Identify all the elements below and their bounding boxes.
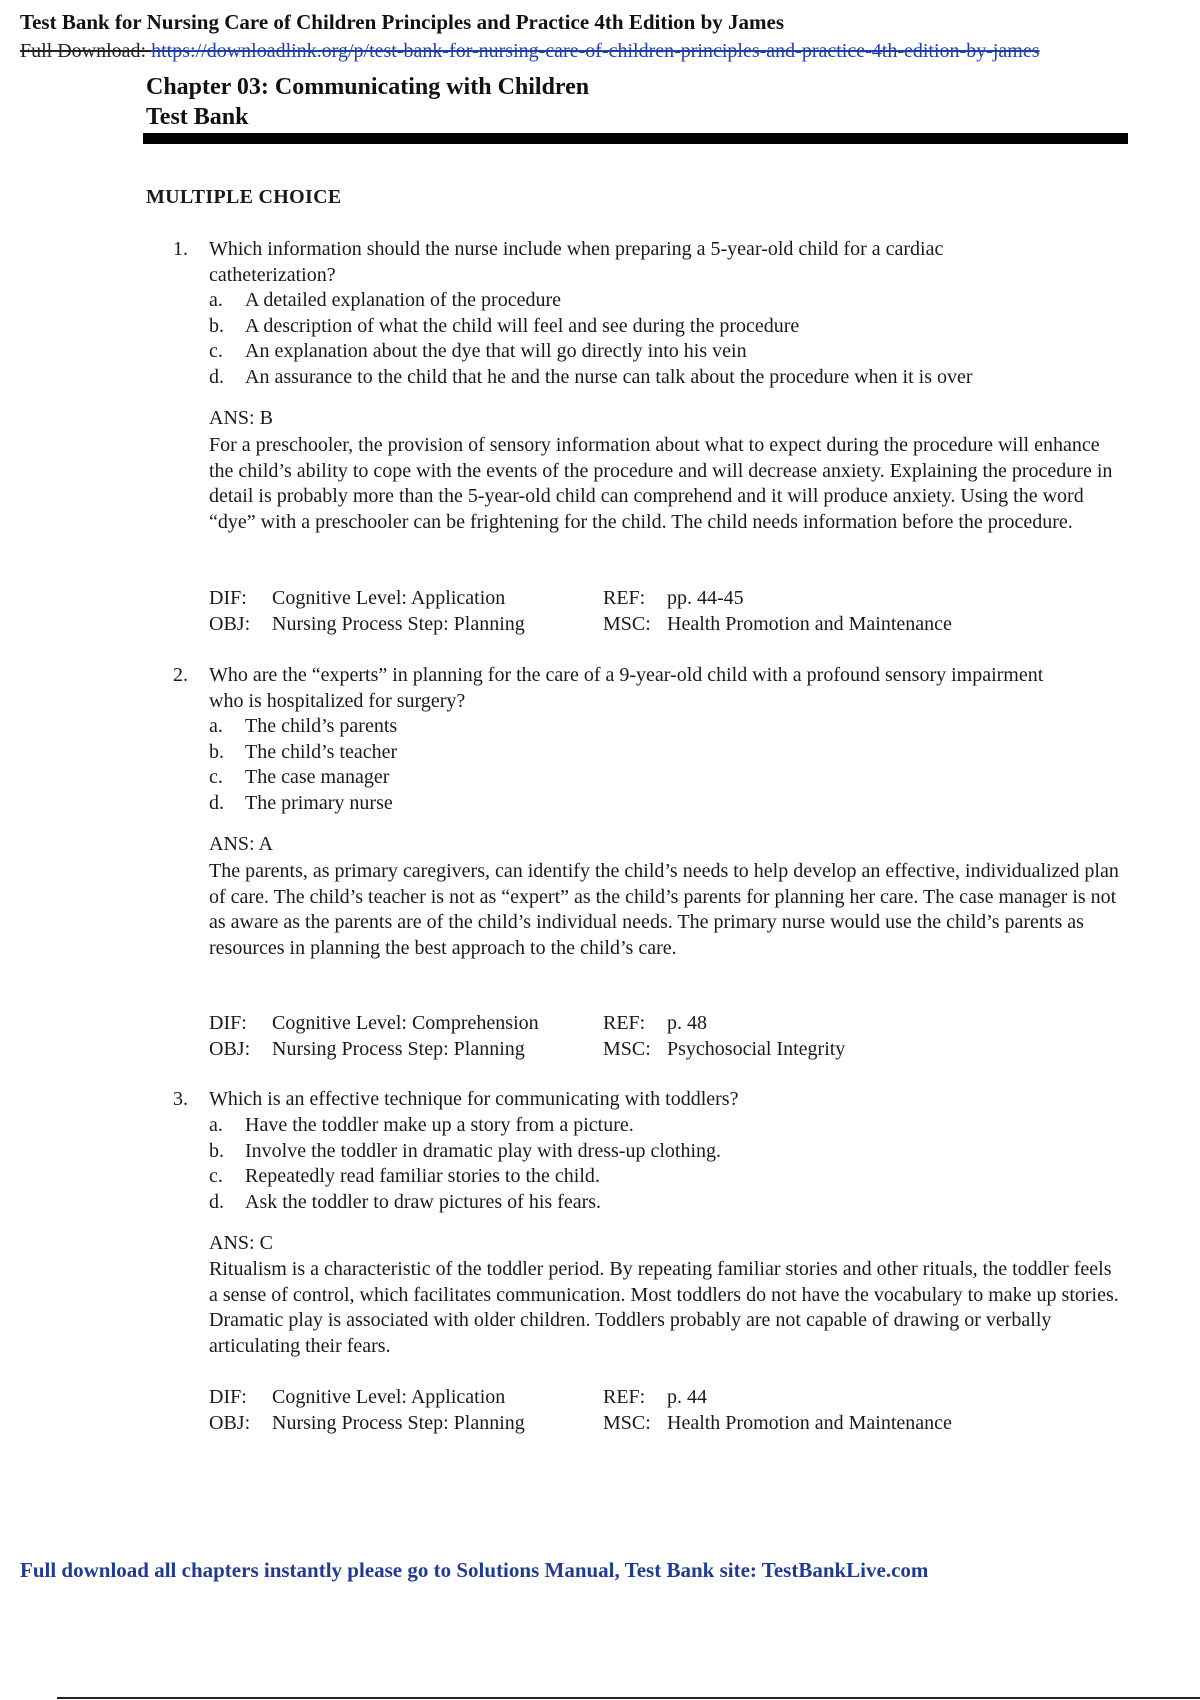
option-a bbox=[209, 1113, 1109, 1139]
header-title: Test Bank for Nursing Care of Children Principles and Practice 4th Edition by James bbox=[20, 10, 785, 34]
option-text: An explanation about the dye that will go directly into his vein bbox=[245, 340, 747, 362]
question-number: 1. bbox=[173, 238, 188, 260]
obj-label: OBJ: bbox=[209, 1412, 251, 1434]
option-text: The case manager bbox=[245, 766, 390, 788]
option-b bbox=[209, 1139, 1109, 1165]
option-letter: b. bbox=[209, 1139, 224, 1162]
option-text: An assurance to the child that he and the nurse can talk about the procedure when it is over bbox=[245, 365, 973, 388]
msc-value: Psychosocial Integrity bbox=[667, 1038, 846, 1060]
option-b bbox=[209, 314, 1109, 340]
option-text: A description of what the child will feel and see during the procedure bbox=[245, 314, 800, 337]
dif-label: DIF: bbox=[209, 587, 247, 609]
option-c bbox=[209, 765, 1109, 791]
question-stem: Which information should the nurse include when preparing a 5-year-old child for a cardiac catheterization? bbox=[209, 238, 944, 286]
question-metadata bbox=[209, 586, 1109, 638]
option-letter: a. bbox=[209, 1114, 223, 1136]
obj-value: Nursing Process Step: Planning bbox=[272, 613, 525, 635]
dif-label: DIF: bbox=[209, 1012, 247, 1034]
obj-value: Nursing Process Step: Planning bbox=[272, 1038, 525, 1060]
question-metadata bbox=[209, 1011, 1109, 1063]
option-letter: b. bbox=[209, 740, 224, 763]
option-d bbox=[209, 1190, 1109, 1216]
option-a bbox=[209, 714, 1109, 740]
answer-key: ANS: C bbox=[209, 1232, 273, 1254]
option-b bbox=[209, 740, 1109, 766]
obj-label: OBJ: bbox=[209, 1038, 251, 1060]
bottom-rule bbox=[57, 1697, 1200, 1699]
msc-label: MSC: bbox=[603, 1412, 651, 1434]
ref-label: REF: bbox=[603, 1012, 646, 1034]
download-line bbox=[20, 40, 1040, 63]
option-text: The child’s teacher bbox=[245, 740, 398, 763]
ref-label: REF: bbox=[603, 1386, 646, 1408]
footer-cta[interactable]: Full download all chapters instantly please go to Solutions Manual, Test Bank site: TestBankLive.com bbox=[20, 1558, 929, 1582]
answer-options bbox=[209, 288, 1109, 390]
answer-options bbox=[209, 1113, 1109, 1215]
chapter-title: Chapter 03: Communicating with Children bbox=[146, 74, 590, 100]
test-bank-title: Test Bank bbox=[146, 104, 249, 130]
ref-value: pp. 44-45 bbox=[667, 587, 744, 609]
download-link[interactable]: https://downloadlink.org/p/test-bank-for-nursing-care-of-children-principles-and-practice-4th-edition-by-james bbox=[151, 40, 1040, 62]
option-letter: c. bbox=[209, 766, 223, 788]
dif-label: DIF: bbox=[209, 1386, 247, 1408]
answer-key: ANS: A bbox=[209, 833, 273, 855]
msc-label: MSC: bbox=[603, 1038, 651, 1060]
option-text: Have the toddler make up a story from a picture. bbox=[245, 1114, 634, 1136]
question-number: 2. bbox=[173, 664, 188, 686]
dif-value: Cognitive Level: Application bbox=[272, 1386, 506, 1408]
option-text: The child’s parents bbox=[245, 715, 398, 737]
ref-value: p. 44 bbox=[667, 1386, 707, 1408]
title-rule bbox=[143, 133, 1128, 144]
msc-value: Health Promotion and Maintenance bbox=[667, 1412, 952, 1434]
option-letter: a. bbox=[209, 715, 223, 737]
rationale: The parents, as primary caregivers, can identify the child’s needs to help develop an effective, individualized plan of care. The child’s teacher is not as “expert” as the child’s parents for planning her care. The case manager is not as aware as the parents are of the child’s individual needs. The primary nurse would use the child’s parents as resources in planning the best approach to the child’s care. bbox=[209, 860, 1119, 959]
question-number: 3. bbox=[173, 1088, 188, 1110]
question-stem: Who are the “experts” in planning for the care of a 9-year-old child with a profound sensory impairment who is hospitalized for surgery? bbox=[209, 664, 1044, 712]
ref-value: p. 48 bbox=[667, 1012, 707, 1034]
download-label: Full Download: bbox=[20, 40, 152, 62]
msc-value: Health Promotion and Maintenance bbox=[667, 613, 952, 635]
option-letter: c. bbox=[209, 340, 223, 362]
option-d bbox=[209, 791, 1109, 817]
option-c bbox=[209, 339, 1109, 365]
rationale: Ritualism is a characteristic of the toddler period. By repeating familiar stories and other rituals, the toddler feels a sense of control, which facilitates communication. Most toddlers do not have the vocabulary to make up stories. Dramatic play is associated with older children. Toddlers probably are not capable of drawing or verbally articulating their fears. bbox=[209, 1258, 1119, 1357]
dif-value: Cognitive Level: Application bbox=[272, 587, 506, 609]
answer-key: ANS: B bbox=[209, 407, 273, 429]
section-heading: MULTIPLE CHOICE bbox=[146, 186, 342, 208]
question-metadata bbox=[209, 1385, 1109, 1437]
question-stem: Which is an effective technique for communicating with toddlers? bbox=[209, 1088, 739, 1110]
option-a bbox=[209, 288, 1109, 314]
option-text: A detailed explanation of the procedure bbox=[245, 289, 561, 311]
msc-label: MSC: bbox=[603, 613, 651, 635]
option-letter: a. bbox=[209, 289, 223, 311]
obj-label: OBJ: bbox=[209, 613, 251, 635]
option-c bbox=[209, 1164, 1109, 1190]
option-text: Repeatedly read familiar stories to the child. bbox=[245, 1165, 600, 1187]
option-text: The primary nurse bbox=[245, 791, 393, 814]
option-text: Involve the toddler in dramatic play with dress-up clothing. bbox=[245, 1139, 721, 1162]
rationale: For a preschooler, the provision of sensory information about what to expect during the procedure will enhance the child’s ability to cope with the events of the procedure and will decrease anxiety. Explaining the procedure in detail is probably more than the 5-year-old child can comprehend and it will produce anxiety. Using the word “dye” with a preschooler can be frightening for the child. The child needs information before the procedure. bbox=[209, 434, 1113, 533]
ref-label: REF: bbox=[603, 587, 646, 609]
option-letter: d. bbox=[209, 1190, 224, 1213]
option-letter: b. bbox=[209, 314, 224, 337]
dif-value: Cognitive Level: Comprehension bbox=[272, 1012, 539, 1034]
option-text: Ask the toddler to draw pictures of his fears. bbox=[245, 1190, 602, 1213]
option-d bbox=[209, 365, 1109, 391]
obj-value: Nursing Process Step: Planning bbox=[272, 1412, 525, 1434]
option-letter: d. bbox=[209, 791, 224, 814]
answer-options bbox=[209, 714, 1109, 816]
option-letter: c. bbox=[209, 1165, 223, 1187]
option-letter: d. bbox=[209, 365, 224, 388]
